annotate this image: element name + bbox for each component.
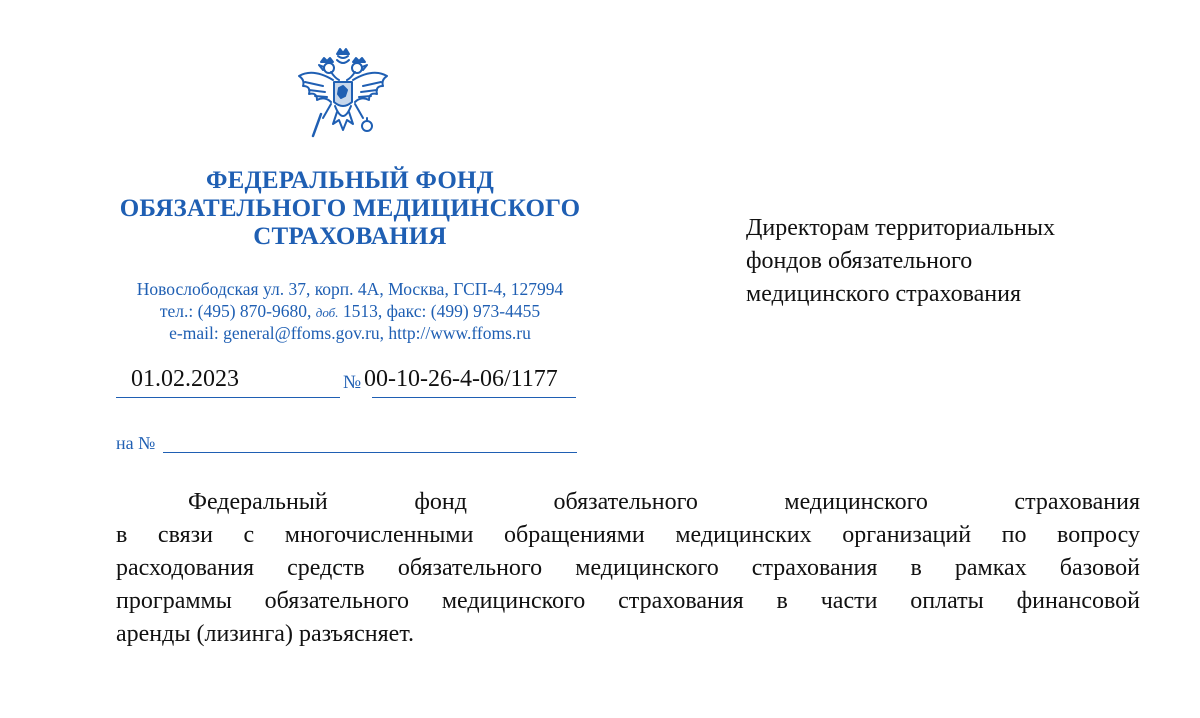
reply-to-label: на № — [116, 433, 156, 453]
number-underline — [372, 397, 576, 398]
number-sign: № — [343, 372, 362, 393]
letter-body — [116, 486, 1140, 651]
reply-to-underline — [163, 452, 577, 453]
body-line: Федеральный фонд обязательного медицинского страхования — [188, 489, 1140, 515]
addressee-block — [746, 212, 1166, 311]
body-line: расходования средств обязательного медицинского страхования в рамках базовой — [116, 555, 1140, 581]
letter-date: 01.02.2023 — [131, 366, 239, 392]
phone-suffix: 1513, факс: (499) 973-4455 — [342, 301, 541, 321]
org-title-line-1: ФЕДЕРАЛЬНЫЙ ФОНД — [205, 167, 495, 194]
body-line: аренды (лизинга) разъясняет. — [116, 621, 414, 647]
addressee-line: медицинского страхования — [746, 281, 1022, 307]
phone-ext-label: доб. — [315, 305, 339, 320]
addressee-line: Директорам территориальных — [746, 215, 1055, 241]
body-line: в связи с многочисленными обращениями медицинских организаций по вопросу — [116, 522, 1140, 548]
org-title-line-3: СТРАХОВАНИЯ — [253, 223, 447, 250]
org-title-line-2: ОБЯЗАТЕЛЬНОГО МЕДИЦИНСКОГО — [119, 195, 581, 222]
org-address: Новослободская ул. 37, корп. 4А, Москва, ГСП-4, 127994 — [136, 279, 564, 299]
org-email-web: e-mail: general@ffoms.gov.ru, http://www.ffoms.ru — [169, 323, 531, 343]
letter-number: 00-10-26-4-06/1177 — [364, 366, 558, 392]
body-line: программы обязательного медицинского страхования в части оплаты финансовой — [116, 588, 1140, 614]
org-phone — [100, 300, 600, 324]
russian-coat-of-arms-icon — [293, 46, 393, 146]
phone-prefix: тел.: (495) 870-9680, — [159, 301, 312, 321]
addressee-line: фондов обязательного — [746, 248, 973, 274]
date-underline — [116, 397, 340, 398]
